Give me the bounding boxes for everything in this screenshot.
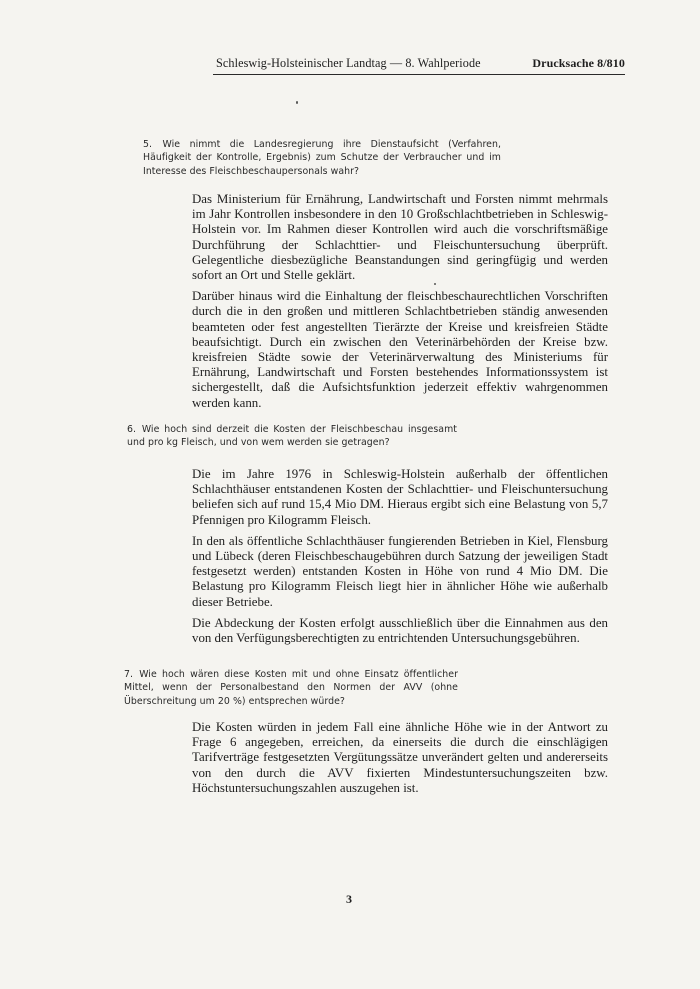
page-number: 3 [346,892,352,906]
answer-7 [192,720,608,802]
answer-paragraph: In den als öffentliche Schlachthäuser fungierenden Betrieben in Kiel, Flensburg und Lübeck (deren Fleischbeschaugebühren durch Satzung der jeweiligen Stadt festgesetzt werden) entstanden Kosten in Höhe von rund 4 Mio DM. Die Belastung pro Kilogramm Fleisch liegt hier in ähnlicher Höhe wie außerhalb dieser Betriebe. [192,533,608,609]
scan-speck [296,101,298,104]
header-title: Schleswig-Holsteinischer Landtag — 8. Wahlperiode [216,56,481,70]
answer-paragraph: Darüber hinaus wird die Einhaltung der fleischbeschaurechtlichen Vorschriften durch die in den großen und mittleren Schlachtbetrieben ständig anwesenden beamteten oder fest angestellten Tierärzte der Kreise und kreisfreien Städte beaufsichtigt. Durch ein zwischen den Veterinärbehörden der Kreise bzw. kreisfreien Städte sowie der Veterinärverwaltung des Ministeriums für Ernährung, Landwirtschaft und Forsten bestehendes Informationssystem ist sichergestellt, daß die Aufsichtsfunktion jederzeit effektiv wahrgenommen werden kann. [192,289,608,410]
document-number: Drucksache 8/810 [532,56,625,70]
answer-paragraph: Die im Jahre 1976 in Schleswig-Holstein außerhalb der öffentlichen Schlachthäuser entstandenen Kosten der Schlachttier- und Fleischuntersuchung beliefen sich auf rund 15,4 Mio DM. Hieraus ergibt sich eine Belastung von 5,7 Pfennigen pro Kilogramm Fleisch. [192,467,608,527]
question-number: 5. [143,139,153,150]
answer-5 [192,192,608,417]
question-text: Wie hoch sind derzeit die Kosten der Fleischbeschau insgesamt und pro kg Fleisch, und von wem werden sie getragen? [127,424,457,449]
answer-paragraph: Die Kosten würden in jedem Fall eine ähnliche Höhe wie in der Antwort zu Frage 6 angegeben, erreichen, da einerseits die durch die einschlägigen Tarifverträge festgesetzten Vergütungssätze unverändert gelten und andererseits von den durch die AVV fixierten Mindestuntersuchungszeiten bzw. Höchstuntersuchungszahlen auszugehen ist. [192,720,608,795]
question-6 [127,423,457,450]
question-number: 7. [124,669,134,680]
question-7 [124,668,458,708]
answer-6 [192,467,608,652]
page-header [213,57,625,75]
answer-paragraph: Die Abdeckung der Kosten erfolgt ausschließlich über die Einnahmen aus den von den Verfügungsberechtigten zu entrichtenden Untersuchungsgebühren. [192,615,608,646]
answer-paragraph: Das Ministerium für Ernährung, Landwirtschaft und Forsten nimmt mehrmals im Jahr Kontrollen insbesondere in den 10 Großschlachtbetrieben in Schleswig-Holstein vor. Im Rahmen dieser Kontrollen wird auch die vorschriftsmäßige Durchführung der Schlachttier- und Fleischuntersuchung überprüft. Gelegentliche diesbezügliche Beanstandungen sind geringfügig und werden sofort an Ort und Stelle geklärt. [192,192,608,283]
question-5 [143,138,501,178]
question-number: 6. [127,424,137,435]
question-text: Wie nimmt die Landesregierung ihre Dienstaufsicht (Verfahren, Häufigkeit der Kontrolle, Ergebnis) zum Schutze der Verbraucher und im Interesse des Fleischbeschaupersonals wahr? [143,139,501,177]
question-text: Wie hoch wären diese Kosten mit und ohne Einsatz öffentlicher Mittel, wenn der Personalbestand den Normen der AVV (ohne Überschreitung um 20 %) entsprechen würde? [124,669,459,707]
